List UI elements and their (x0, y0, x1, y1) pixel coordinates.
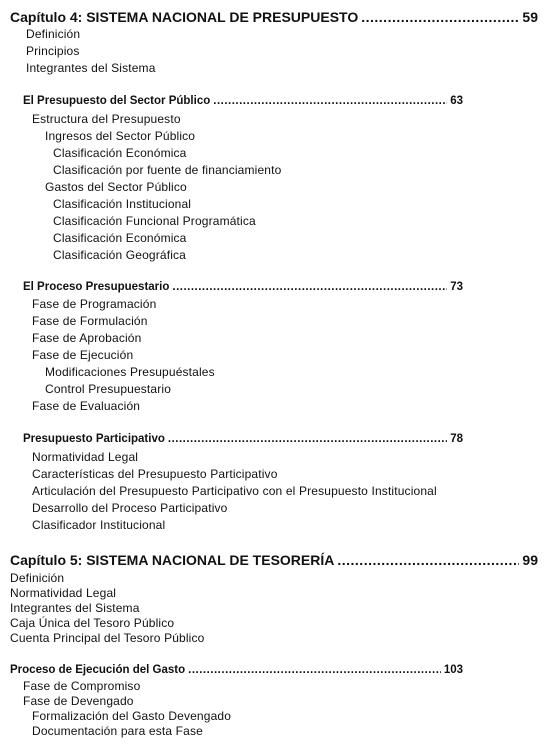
toc-entry: Clasificación Económica (53, 146, 187, 160)
toc-entry: Clasificación por fuente de financiamiento (53, 163, 282, 177)
toc-entry: Articulación del Presupuesto Participativo con el Presupuesto Institucional (32, 484, 437, 498)
dot-leader (361, 10, 519, 24)
toc-entry: Clasificación Geográfica (53, 248, 186, 262)
toc-entry: Desarrollo del Proceso Participativo (32, 501, 228, 515)
toc-entry: Fase de Devengado (23, 694, 134, 708)
toc-entry: Estructura del Presupuesto (32, 112, 181, 126)
toc-entry: Clasificación Institucional (53, 197, 192, 211)
toc-entry: Definición (26, 27, 81, 41)
toc-entry: Fase de Programación (32, 297, 157, 311)
dot-leader (337, 553, 519, 567)
dot-leader (168, 434, 447, 446)
dot-leader (213, 96, 447, 108)
chapter-4-title: Capítulo 4: SISTEMA NACIONAL DE PRESUPUESTO (10, 9, 359, 25)
toc-entry: Control Presupuestario (45, 382, 172, 396)
dot-leader (172, 282, 447, 294)
toc-entry: Características del Presupuesto Participativo (32, 467, 278, 481)
toc-entry: Fase de Aprobación (32, 331, 142, 345)
toc-entry: Normatividad Legal (10, 586, 117, 600)
toc-entry: Gastos del Sector Público (45, 180, 187, 194)
section-title: El Presupuesto del Sector Público (23, 95, 211, 107)
section-title: Presupuesto Participativo (23, 433, 165, 445)
section-page-number: 78 (450, 433, 463, 445)
toc-entry: Ingresos del Sector Público (45, 129, 196, 143)
section-heading (23, 96, 463, 108)
toc-entry: Documentación para esta Fase (32, 724, 203, 738)
toc-entry: Normatividad Legal (32, 450, 139, 464)
toc-entry: Integrantes del Sistema (10, 601, 140, 615)
toc-entry: Cuenta Principal del Tesoro Público (10, 631, 205, 645)
chapter-5-heading (10, 553, 538, 567)
dot-leader (188, 665, 441, 677)
section-title: Proceso de Ejecución del Gasto (10, 664, 186, 676)
toc-entry: Integrantes del Sistema (26, 61, 156, 75)
section-title: El Proceso Presupuestario (23, 281, 170, 293)
toc-entry: Principios (26, 44, 80, 58)
toc-entry: Clasificación Económica (53, 231, 187, 245)
section-page-number: 73 (450, 281, 463, 293)
chapter-5-title: Capítulo 5: SISTEMA NACIONAL DE TESORERÍA (10, 552, 335, 568)
toc-entry: Fase de Compromiso (23, 679, 141, 693)
chapter-4-heading (10, 10, 538, 24)
toc-entry: Caja Única del Tesoro Público (10, 616, 175, 630)
toc-entry: Fase de Ejecución (32, 348, 134, 362)
section-heading (23, 282, 463, 294)
section-page-number: 103 (443, 664, 463, 676)
toc-entry: Clasificador Institucional (32, 518, 166, 532)
chapter-5-page-number: 99 (522, 552, 538, 568)
toc-entry: Fase de Evaluación (32, 399, 141, 413)
toc-entry: Formalización del Gasto Devengado (32, 709, 232, 723)
toc-entry: Clasificación Funcional Programática (53, 214, 256, 228)
toc-entry: Fase de Formulación (32, 314, 148, 328)
section-heading (10, 665, 463, 677)
toc-entry: Definición (10, 571, 65, 585)
toc-entry: Modificaciones Presupuéstales (45, 365, 215, 379)
chapter-4-page-number: 59 (522, 9, 538, 25)
section-heading (23, 434, 463, 446)
section-page-number: 63 (450, 95, 463, 107)
